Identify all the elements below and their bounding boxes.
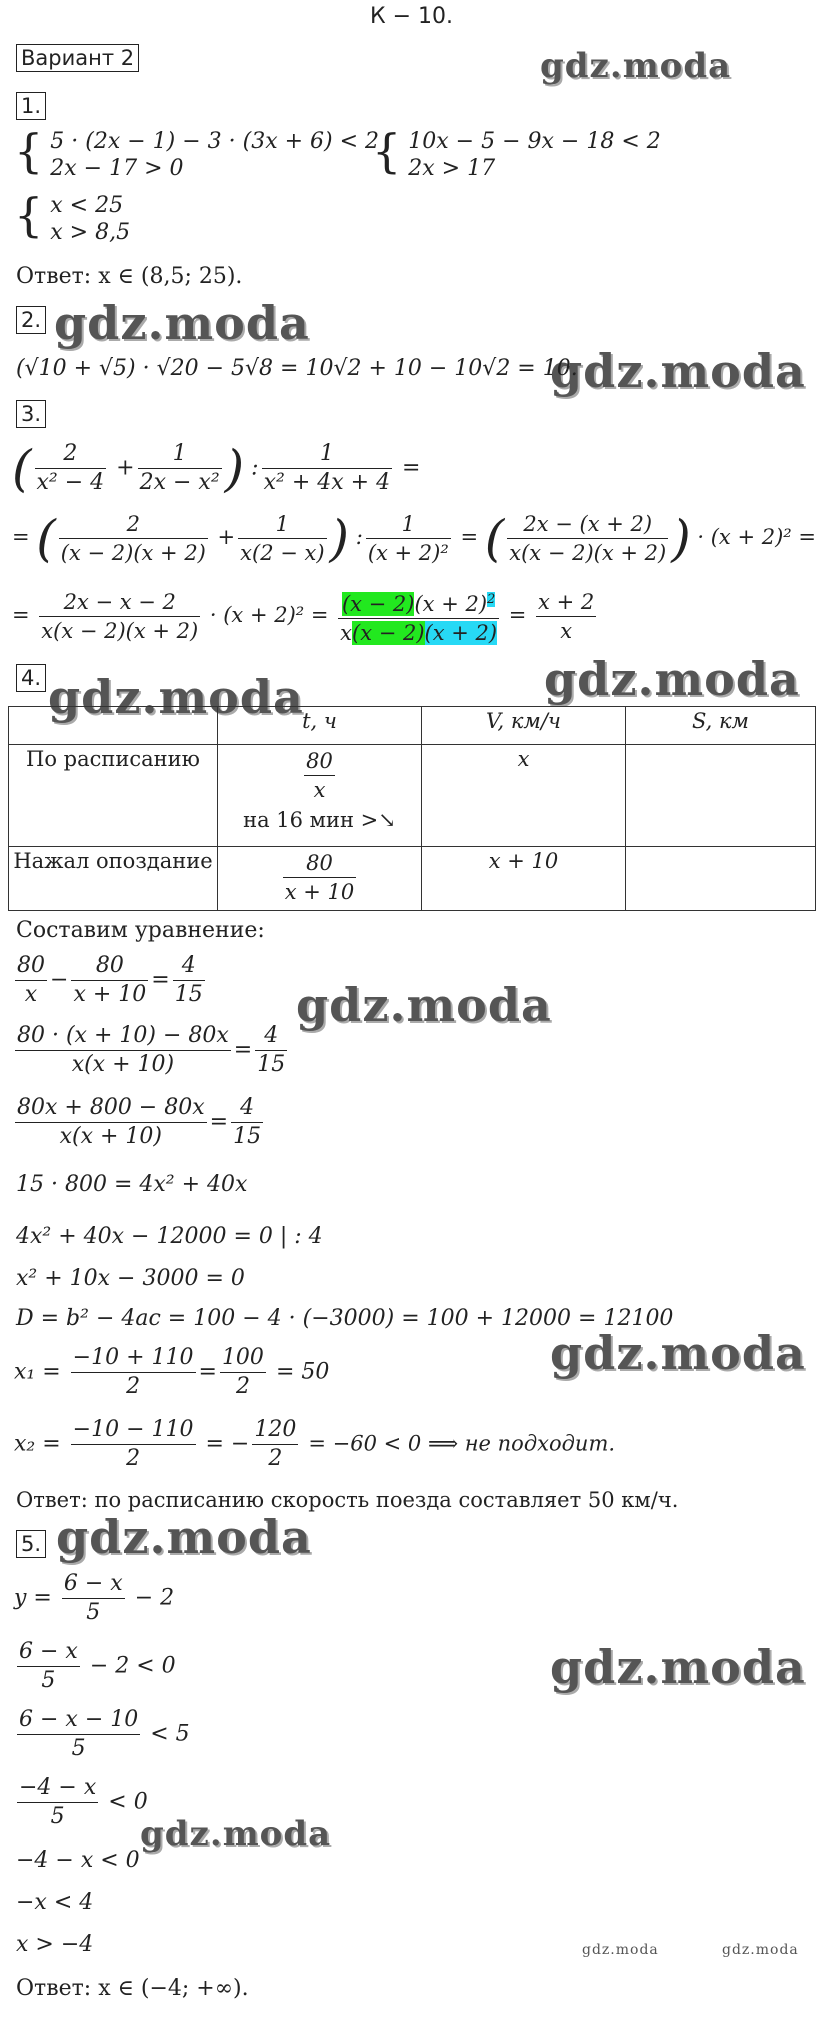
fraction-denominator: 5 — [50, 1804, 65, 1829]
fraction-denominator: x(2 − x) — [240, 541, 325, 565]
fraction-numerator: 1 — [238, 510, 326, 539]
fraction-numerator: 1 — [366, 510, 451, 539]
brace-icon: { — [14, 124, 44, 178]
line-tail: − 2 < 0 — [89, 1653, 176, 1679]
table-cell — [218, 745, 422, 847]
highlight-cyan: (x + 2) — [424, 621, 498, 645]
task3-line2-tail: · (x + 2)² = — [697, 525, 816, 549]
fraction-denominator: x² + 4x + 4 — [263, 470, 391, 495]
fraction-denominator: x + 10 — [73, 982, 147, 1007]
fraction-numerator: 6 − x — [62, 1570, 125, 1599]
fraction-denominator: x — [24, 982, 38, 1007]
fraction-numerator: 6 − x — [17, 1638, 80, 1667]
fraction-numerator: 80 — [283, 849, 357, 878]
task5-line1 — [14, 1570, 174, 1627]
fraction-numerator: 6 − x − 10 — [17, 1706, 140, 1735]
fraction-numerator: −4 − x — [17, 1774, 98, 1803]
fraction-numerator: x + 2 — [536, 588, 596, 617]
table-cell: x — [422, 745, 626, 847]
table-header — [9, 707, 218, 745]
fraction-numerator: 1 — [138, 440, 222, 469]
task5-number: 5. — [16, 1530, 46, 1558]
line-tail: − 2 — [134, 1585, 175, 1611]
task1-sys1-line2: 2x − 17 > 0 — [50, 156, 184, 181]
watermark: gdz.moda — [54, 296, 310, 350]
task4-eq3: $\frac{80x + 800 - 80x}{x(x + 10)}$ = $\frac{4}{15}$ — [17, 1095, 262, 1149]
task1-sys2-line1: 10x − 5 − 9x − 18 < 2 — [408, 129, 661, 154]
x2-mid: = − — [205, 1431, 250, 1457]
task3-line2: = ( $\frac{2}{(x - 2)(x + 2)}$ + $\frac{1}{x(2 - x)}$ ) : $\frac{1}{\text{(x + 2)²}}$ = ( $\frac{2x - (x + 2)}{x(x - 2)(x + 2)}$ ) · (x + 2)² = — [12, 509, 816, 568]
brace-icon: { — [372, 124, 402, 178]
watermark: gdz.moda — [544, 652, 800, 706]
fraction-denominator — [338, 619, 499, 647]
highlight-green: (x − 2) — [341, 592, 415, 616]
fraction-numerator: 80 — [71, 952, 148, 981]
table-row — [9, 745, 816, 847]
fraction-denominator: 2x − x² — [139, 470, 220, 495]
fraction-denominator: 2 — [126, 1446, 141, 1471]
table-header-row — [9, 707, 816, 745]
fraction-numerator: 2x − x − 2 — [39, 588, 200, 617]
x1-label: x₁ = — [14, 1359, 61, 1385]
y-label: y = — [14, 1585, 52, 1611]
fraction-numerator: 120 — [252, 1416, 298, 1445]
task4-number: 4. — [16, 664, 46, 692]
task1-sys3-line1: x < 25 — [50, 193, 124, 218]
task1-sys3-line2: x > 8,5 — [50, 220, 131, 245]
task2-expression: (√10 + √5) · √20 − 5√8 = 10√2 + 10 − 10√2 = 10. — [16, 356, 578, 381]
fraction-numerator: 1 — [262, 440, 392, 469]
fraction-denominator: x(x − 2)(x + 2) — [41, 619, 199, 643]
x1-result: = 50 — [275, 1359, 330, 1385]
fraction-denominator: x — [560, 619, 573, 643]
task1-sys1-line1: 5 · (2x − 1) − 3 · (3x + 6) < 2 — [50, 129, 380, 154]
task1-system2 — [372, 124, 661, 182]
task1-system3 — [14, 188, 131, 246]
task3-line3: = $\frac{2x - x - 2}{x(x - 2)(x + 2)}$ · (x + 2)² = $\frac{(x - 2)(x + 2)^2}{x(x - 2)(x + 2)}$ = $\frac{x + 2}{x}$ — [12, 586, 599, 647]
table-header: S, км — [626, 707, 816, 745]
fraction-denominator: x + 10 — [284, 880, 355, 904]
task4-eq2: $\frac{80 \cdot (x + 10) - 80x}{x(x + 10)}$ = $\frac{4}{15}$ — [17, 1023, 286, 1077]
fraction-denominator: 15 — [174, 982, 203, 1007]
task5-line5: −4 − x < 0 — [16, 1848, 140, 1873]
task5-line7: x > −4 — [16, 1932, 94, 1957]
task1-sys2-line2: 2x > 17 — [408, 156, 496, 181]
watermark: gdz.moda — [296, 978, 552, 1032]
task4-x2 — [14, 1416, 615, 1473]
task1-system1 — [14, 124, 380, 182]
fraction-numerator: 2 — [35, 440, 107, 469]
highlight-green: (x − 2) — [352, 621, 425, 645]
task2-number: 2. — [16, 306, 46, 334]
task4-eq7: D = b² − 4ac = 100 − 4 · (−3000) = 100 + 12000 = 12100 — [16, 1306, 674, 1331]
table-header: V, км/ч — [422, 707, 626, 745]
fraction-denominator: 5 — [71, 1736, 86, 1761]
line-tail: < 0 — [108, 1789, 148, 1815]
table-cell — [218, 847, 422, 911]
task1-number: 1. — [16, 92, 46, 120]
fraction-denominator: x — [313, 778, 326, 802]
watermark: gdz.moda — [550, 344, 806, 398]
table-cell: Нажал опоздание — [9, 847, 218, 911]
watermark: gdz.moda — [140, 1814, 332, 1854]
fraction-denominator: x(x − 2)(x + 2) — [509, 541, 667, 565]
task3-number: 3. — [16, 400, 46, 428]
factor: (x + 2) — [414, 592, 488, 616]
time-note: на 16 мин >↘ — [243, 808, 396, 832]
task5-line6: −x < 4 — [16, 1890, 94, 1915]
task5-line3 — [14, 1706, 190, 1763]
table-row — [9, 847, 816, 911]
task4-x1: x₁ = $\frac{-10 + 110}{2}$ = $\frac{100}{2}$ = 50 — [14, 1345, 330, 1399]
line-tail: < 5 — [150, 1721, 190, 1747]
x2-label: x₂ = — [14, 1431, 61, 1457]
fraction-denominator: x² − 4 — [36, 470, 105, 495]
fraction-numerator: 4 — [231, 1094, 263, 1123]
fraction-numerator: 80 · (x + 10) − 80x — [15, 1022, 231, 1051]
watermark: gdz.moda — [540, 46, 732, 86]
task4-intro: Составим уравнение: — [16, 918, 265, 943]
watermark: gdz.moda — [56, 1510, 312, 1564]
table-header: t, ч — [218, 707, 422, 745]
variant-label — [16, 44, 139, 72]
fraction-numerator: −10 + 110 — [71, 1344, 196, 1373]
watermark: gdz.moda — [722, 1942, 799, 1958]
table-cell: По расписанию — [9, 745, 218, 847]
task4-eq1: $\frac{80}{x}$ − $\frac{80}{x + 10}$ = $\frac{4}{15}$ — [17, 953, 203, 1007]
fraction-denominator: 2 — [126, 1374, 141, 1399]
table-cell — [626, 745, 816, 847]
task4-eq4: 15 · 800 = 4x² + 40x — [16, 1172, 248, 1197]
fraction-denominator: (x − 2)(x + 2) — [60, 541, 206, 565]
fraction-denominator: 5 — [41, 1668, 56, 1693]
watermark: gdz.moda — [550, 1326, 806, 1380]
fraction-denominator: x(x + 10) — [71, 1052, 175, 1077]
data-table — [8, 706, 816, 911]
task3-line1: ( $\frac{2}{\text{x² − 4}}$ + $\frac{1}{\text{2x − x²}}$ ) : $\frac{1}{\text{x² + 4x + 4}}$ = — [12, 439, 421, 498]
fraction-numerator: 4 — [255, 1022, 287, 1051]
task1-answer: Ответ: x ∈ (8,5; 25). — [16, 264, 243, 289]
fraction-numerator: 4 — [173, 952, 205, 981]
task5-answer: Ответ: x ∈ (−4; +∞). — [16, 1976, 249, 2001]
variant-text: Вариант 2 — [21, 46, 135, 70]
fraction-numerator: 100 — [220, 1344, 266, 1373]
watermark: gdz.moda — [48, 670, 304, 724]
fraction-numerator: 80x + 800 − 80x — [15, 1094, 207, 1123]
fraction-denominator: 15 — [233, 1124, 262, 1149]
fraction-denominator: 2 — [268, 1446, 283, 1471]
factor: x — [340, 621, 352, 645]
watermark: gdz.moda — [550, 1640, 806, 1694]
task5-line2 — [14, 1638, 176, 1695]
x2-result: = −60 < 0 ⟹ не подходит. — [308, 1431, 616, 1456]
fraction-denominator: 5 — [86, 1600, 101, 1625]
task5-line4 — [14, 1774, 148, 1831]
fraction-numerator: 80 — [304, 747, 335, 776]
fraction-numerator: 2 — [59, 510, 208, 539]
task4-eq6: x² + 10x − 3000 = 0 — [16, 1266, 245, 1291]
highlight-cyan: 2 — [487, 592, 496, 607]
brace-icon: { — [14, 188, 44, 242]
table-cell — [626, 847, 816, 911]
watermark: gdz.moda — [582, 1942, 659, 1958]
fraction-denominator: (x + 2)² — [367, 541, 449, 565]
task3-line3-mid: · (x + 2)² = — [209, 603, 329, 627]
fraction-denominator: x(x + 10) — [59, 1124, 163, 1149]
page-title: К − 10. — [370, 4, 454, 29]
task4-answer: Ответ: по расписанию скорость поезда составляет 50 км/ч. — [16, 1488, 679, 1512]
fraction-numerator: −10 − 110 — [71, 1416, 196, 1445]
fraction-denominator: 15 — [257, 1052, 286, 1077]
fraction-numerator — [338, 586, 499, 619]
fraction-numerator: 2x − (x + 2) — [507, 510, 668, 539]
table-cell: x + 10 — [422, 847, 626, 911]
fraction-numerator: 80 — [15, 952, 47, 981]
task4-eq5: 4x² + 40x − 12000 = 0 | : 4 — [16, 1224, 323, 1249]
fraction-denominator: 2 — [235, 1374, 250, 1399]
